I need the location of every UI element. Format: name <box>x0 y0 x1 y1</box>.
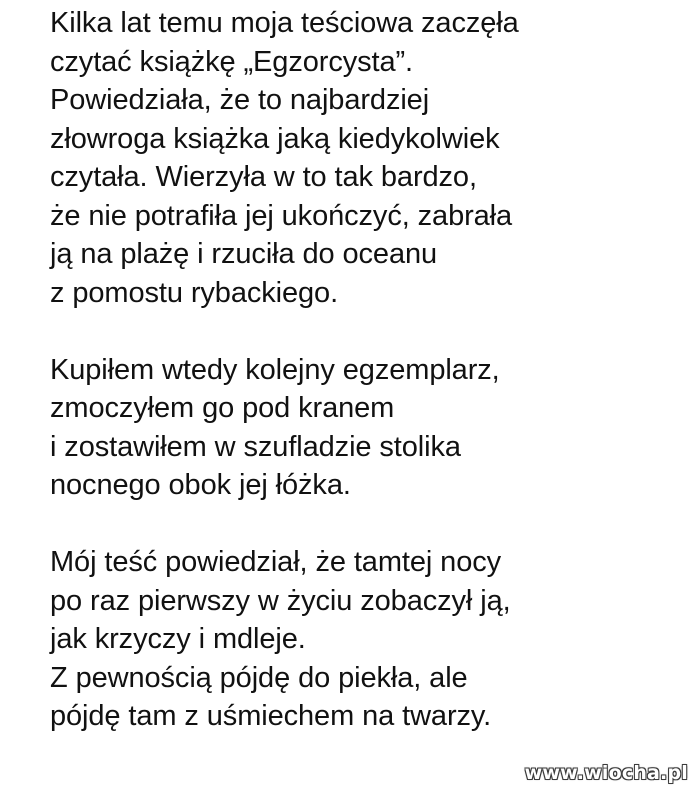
story-line: złowroga książka jaką kiedykolwiek <box>50 122 500 155</box>
story-line: że nie potrafiła jej ukończyć, zabrała <box>50 199 513 232</box>
paragraph-3 <box>50 543 690 736</box>
story-line: nocnego obok jej łóżka. <box>50 469 351 501</box>
story-line: pójdę tam z uśmiechem na twarzy. <box>50 700 492 732</box>
site-watermark: www.wiocha.pl <box>524 762 688 784</box>
story-line: i zostawiłem w szufladzie stolika <box>50 430 461 463</box>
paragraph-gap <box>50 505 690 544</box>
story-line: po raz pierwszy w życiu zobaczył ją, <box>50 584 511 617</box>
paragraph-2 <box>50 351 690 505</box>
story-line: Mój teść powiedział, że tamtej nocy <box>50 546 502 578</box>
story-line: jak krzyczy i mdleje. <box>50 623 306 655</box>
story-line: czytała. Wierzyła w to tak bardzo, <box>50 161 477 193</box>
story-line: Kupiłem wtedy kolejny egzemplarz, <box>50 353 500 386</box>
paragraph-gap <box>50 312 690 351</box>
story-line: Powiedziała, że to najbardziej <box>50 84 430 116</box>
story-line: czytać książkę „Egzorcysta”. <box>50 45 414 78</box>
story-text <box>50 4 690 736</box>
story-line: ją na plażę i rzuciła do oceanu <box>50 238 438 270</box>
story-line: Kilka lat temu moja teściowa zaczęła <box>50 7 519 39</box>
story-line: z pomostu rybackiego. <box>50 276 339 309</box>
story-line: Z pewnością pójdę do piekła, ale <box>50 661 468 694</box>
story-line: zmoczyłem go pod kranem <box>50 392 395 424</box>
paragraph-1 <box>50 4 690 312</box>
